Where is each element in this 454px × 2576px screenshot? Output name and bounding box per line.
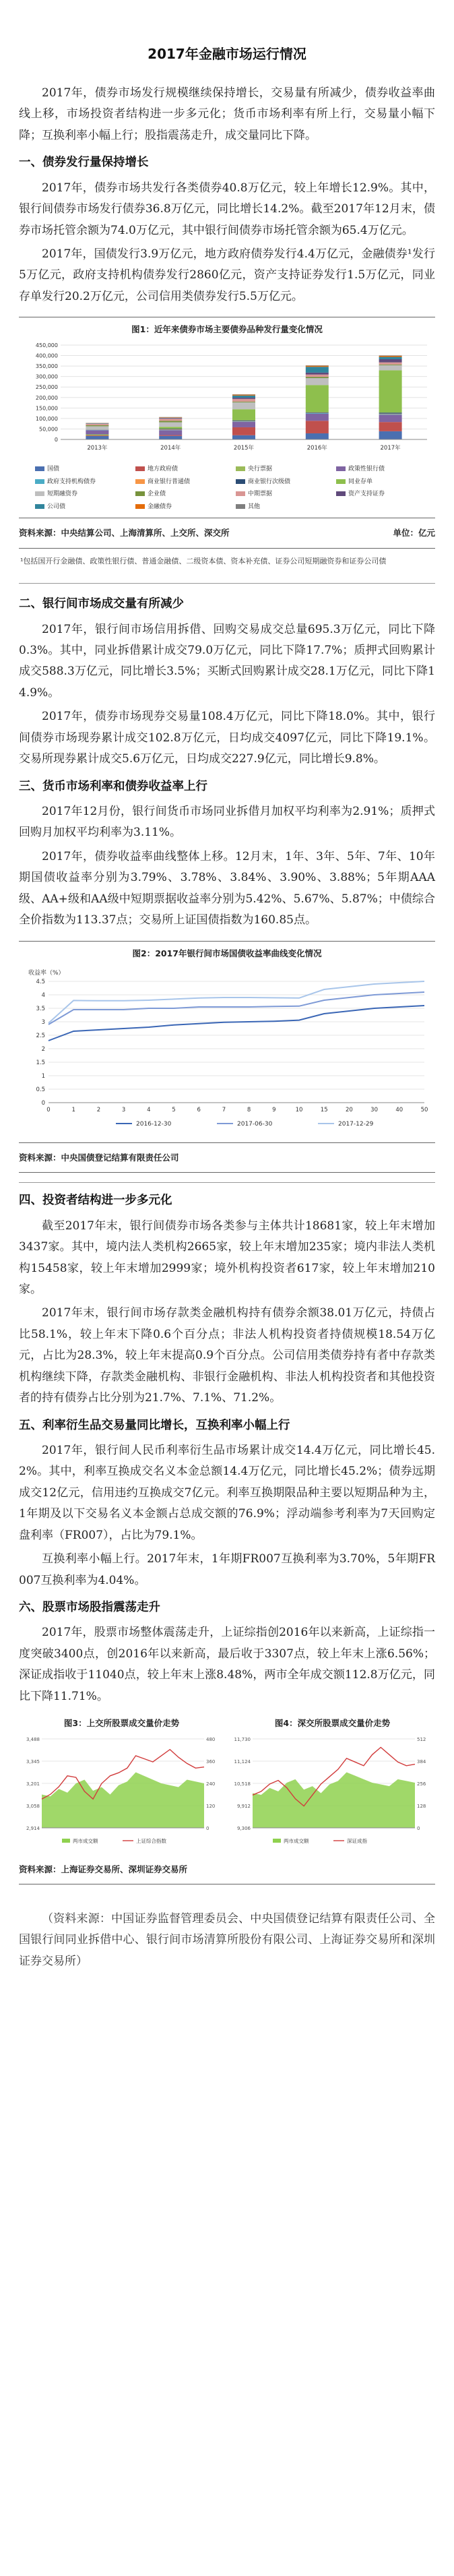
legend-label: 政策性银行债 [348, 465, 385, 472]
bar-segment [379, 423, 402, 432]
legend-item [35, 489, 131, 500]
bar-segment [379, 363, 402, 365]
y-tick-label: 3,058 [26, 1804, 40, 1810]
bar-segment [232, 427, 255, 435]
y-tick-label: 4 [41, 991, 45, 999]
x-tick-label: 9 [272, 1106, 276, 1113]
bar-segment [159, 430, 182, 431]
legend-label: 其他 [248, 503, 261, 510]
paragraph: 2017年，银行间市场信用拆借、回购交易成交总量695.3万亿元，同比下降0.3%。其中，同业拆借累计成交79.0万亿元，同比下降17.7%；质押式回购累计成交588.3万亿元，同比增长3.5%；买断式回购累计成交28.1万亿元，同比下降14.9%。 [19, 622, 435, 700]
y-tick-label: 3,201 [26, 1781, 40, 1787]
series-line [48, 981, 424, 1023]
paragraph: 2017年，债券市场现券交易量108.4万亿元，同比下降18.0%。其中，银行间债券市场现券累计成交102.8万亿元，日均成交4097亿元，同比下降19.1%。交易所现券累计成交5.6万亿元，日均成交227.9亿元，同比增长9.8%。 [19, 710, 435, 766]
divider [19, 1182, 435, 1183]
bar-segment [379, 413, 402, 415]
legend-swatch [273, 1839, 281, 1843]
bar-segment [86, 425, 108, 427]
bar-segment [86, 424, 108, 425]
bar-segment [379, 414, 402, 415]
legend-label: 两市成交额 [73, 1838, 98, 1845]
paragraph: 2017年末，银行间市场存款类金融机构持有债券余额38.01万亿元，持债占比58.1%，较上年末下降0.6个百分点；非法人机构投资者持债规模18.54万亿元，占比为28.3%，较上年末提高0.9个百分点。公司信用类债券持有者中存款类机构继续下降，存款类金融机构、非银行金融机构、非法人机构投资者和其他投资者的持有债券占比分别为21.7%、7.1%、71.2%。 [19, 1306, 435, 1405]
legend-swatch [135, 504, 145, 509]
x-tick-label: 3 [121, 1106, 126, 1113]
y-tick-label: 200,000 [35, 395, 58, 402]
stacked-bar-chart [19, 340, 435, 454]
y2-tick-label: 384 [417, 1759, 426, 1765]
bar-segment [306, 421, 329, 434]
figure-3-4 [19, 1715, 435, 1856]
x-tick-label: 10 [295, 1106, 303, 1113]
closing-source-note: （资料来源：中国证券监督管理委员会、中央国债登记结算有限责任公司、全国银行间同业拆借中心、银行间市场清算所股份有限公司、上海证券交易所和深圳证券交易所） [19, 1911, 435, 1968]
legend-label: 国债 [47, 465, 60, 472]
legend-swatch [135, 466, 145, 471]
legend-item [135, 489, 232, 500]
source-text: 资料来源：中央结算公司、上海清算所、上交所、深交所 [19, 528, 230, 539]
y2-tick-label: 240 [206, 1781, 216, 1787]
figure-source [19, 1147, 435, 1173]
figure-2 [19, 941, 435, 1144]
x-tick-label: 50 [420, 1106, 428, 1113]
bar-segment [306, 367, 329, 373]
legend-label: 中期票据 [248, 491, 273, 498]
bar-segment [306, 414, 329, 421]
y-tick-label: 2.5 [36, 1032, 45, 1039]
x-tick-label: 2015年 [233, 445, 255, 452]
y-tick-label: 150,000 [35, 405, 58, 412]
legend-item [336, 477, 432, 488]
section-heading-interbank: 二、银行间市场成交量有所减少 [19, 597, 184, 611]
x-tick-label: 8 [247, 1106, 251, 1113]
bar-segment [379, 415, 402, 423]
x-tick-label: 2 [96, 1106, 101, 1113]
bar-segment [232, 422, 255, 423]
bar-segment [159, 431, 182, 435]
legend-swatch [35, 491, 44, 496]
legend-label: 两市成交额 [284, 1838, 309, 1845]
paragraph: 2017年，银行间人民币利率衍生品市场累计成交14.4万亿元，同比增长45.2%。其中，利率互换成交名义本金总额14.4万亿元，同比增长45.2%；债券远期成交12亿元，信用违约互换成交7亿元。利率互换期限品种主要以短期品种为主，1年期及以下交易名义本金额占总成交额的76.9%；浮动端参考利率为7天回购定盘利率（FR007），占比为79.1%。 [19, 1443, 435, 1542]
bar-segment [232, 402, 255, 409]
y-tick-label: 100,000 [35, 416, 58, 423]
legend-swatch [236, 504, 245, 509]
legend-swatch [236, 479, 245, 484]
bar-segment [159, 421, 182, 423]
page-title: 2017年金融市场运行情况 [148, 46, 306, 62]
paragraph: 2017年，债券市场共发行各类债券40.8万亿元，较上年增长12.9%。其中，银行间债券市场发行债券36.8万亿元，同比增长14.2%。截至2017年12月末，债券市场托管余额为74.0万亿元，其中银行间债券市场托管余额为65.4万亿元。 [19, 181, 435, 237]
x-tick-label: 1 [71, 1106, 75, 1113]
legend-swatch [62, 1839, 70, 1843]
figure-3 [19, 1715, 224, 1856]
bar-segment [306, 375, 329, 377]
yield-curve-chart [19, 964, 435, 1132]
bar-segment [306, 378, 329, 385]
legend-swatch [35, 479, 44, 484]
x-tick-label: 2014年 [160, 445, 181, 452]
bar-segment [379, 371, 402, 413]
bar-segment [306, 433, 329, 439]
legend-label: 央行票据 [248, 465, 273, 472]
y-tick-label: 2,914 [26, 1826, 40, 1832]
y-tick-label: 50,000 [39, 426, 58, 433]
section-heading-rates: 三、货币市场利率和债券收益率上行 [19, 779, 207, 793]
y-tick-label: 450,000 [35, 342, 58, 349]
bar-segment [86, 436, 108, 439]
section-heading-investors: 四、投资者结构进一步多元化 [19, 1194, 172, 1208]
legend-swatch [35, 504, 44, 509]
y2-tick-label: 512 [417, 1737, 426, 1743]
legend-item [135, 501, 232, 513]
x-tick-label: 7 [222, 1106, 226, 1113]
footnote: ¹包括国开行金融债、政策性银行债、普通金融债、二级资本债、资本补充债、证券公司短期融资券和证券公司债 [19, 549, 435, 584]
bar-segment [379, 365, 402, 370]
bar-segment [86, 423, 108, 424]
bar-segment [86, 431, 108, 435]
legend-label: 资产支持证券 [348, 491, 385, 498]
y-tick-label: 2 [41, 1045, 45, 1053]
legend-item [135, 477, 232, 488]
bar-segment [379, 356, 402, 357]
bar-segment [159, 418, 182, 419]
y2-tick-label: 0 [206, 1826, 209, 1832]
bar-segment [232, 435, 255, 439]
y2-tick-label: 120 [206, 1804, 216, 1810]
x-tick-label: 15 [320, 1106, 328, 1113]
y2-tick-label: 480 [206, 1737, 216, 1743]
paragraph: 互换利率小幅上行。2017年末，1年期FR007互换利率为3.70%，5年期FR007互换利率为4.04%。 [19, 1552, 435, 1587]
paragraph: 2017年12月份，银行间货币市场同业拆借月加权平均利率为2.91%；质押式回购月加权平均利率为3.11%。 [19, 804, 435, 840]
y-axis-label: 收益率（%） [28, 969, 65, 977]
figure-1 [19, 317, 435, 518]
figure-source [19, 1859, 435, 1884]
bar-segment [86, 435, 108, 436]
bar-segment [232, 396, 255, 398]
szse-volume-price-chart [230, 1734, 435, 1848]
x-tick-label: 40 [395, 1106, 403, 1113]
y-tick-label: 4.5 [36, 978, 45, 985]
y-tick-label: 0.5 [36, 1086, 45, 1093]
x-tick-label: 0 [46, 1106, 51, 1113]
y-tick-label: 3.5 [36, 1005, 45, 1012]
bar-segment [232, 399, 255, 402]
bar-segment [159, 419, 182, 421]
bar-segment [86, 427, 108, 430]
legend-label: 2017-06-30 [237, 1120, 273, 1128]
legend-swatch [236, 466, 245, 471]
x-tick-label: 5 [172, 1106, 176, 1113]
x-tick-label: 2013年 [87, 445, 108, 452]
bar-segment [379, 357, 402, 359]
legend-label: 同业存单 [348, 478, 373, 485]
legend-label: 地方政府债 [148, 465, 179, 472]
bar-segment [232, 410, 255, 421]
figure-title: 图1：近年来债券市场主要债券品种发行量变化情况 [131, 324, 323, 335]
y-tick-label: 9,912 [236, 1804, 251, 1810]
y2-tick-label: 0 [417, 1826, 420, 1832]
bar-segment [306, 413, 329, 414]
bar-segment [306, 366, 329, 367]
figure-title: 图2：2017年银行间市场国债收益率曲线变化情况 [132, 948, 322, 958]
legend-item [336, 464, 432, 475]
y-tick-label: 0 [41, 1099, 45, 1107]
legend-item [236, 501, 332, 513]
y-tick-label: 11,124 [234, 1759, 251, 1765]
bar-segment [306, 373, 329, 375]
y2-tick-label: 128 [417, 1804, 426, 1810]
paragraph: 2017年，股票市场整体震荡走升，上证综指创2016年以来新高，上证综指一度突破3400点，创2016年以来新高，最后收于3307点，较上年末上涨6.56%；深证成指收于11040点，较上年末上涨8.48%，两市全年成交额112.8万亿元，同比下降11.71%。 [19, 1626, 435, 1703]
y2-tick-label: 256 [417, 1781, 426, 1787]
legend-label: 上证综合指数 [136, 1838, 166, 1845]
section-heading-stocks: 六、股票市场股指震荡走升 [19, 1601, 160, 1615]
legend-swatch [135, 491, 145, 496]
bar-segment [379, 356, 402, 357]
legend-label: 短期融资券 [47, 491, 78, 498]
y-tick-label: 11,730 [234, 1737, 251, 1743]
bar-segment [232, 394, 255, 395]
x-tick-label: 2017年 [380, 445, 401, 452]
legend-label: 公司债 [47, 503, 66, 510]
section-heading-bond-issuance: 一、债券发行量保持增长 [19, 156, 149, 170]
bar-segment [159, 423, 182, 427]
y-tick-label: 400,000 [35, 352, 58, 359]
figure-title: 图4：深交所股票成交量价走势 [274, 1718, 391, 1729]
y-tick-label: 0 [54, 437, 58, 443]
volume-area [42, 1773, 204, 1829]
bar-segment [86, 436, 108, 437]
paragraph: 截至2017年末，银行间债券市场各类参与主体共计18681家，较上年末增加3437家。其中，境内法人类机构2665家，较上年末增加235家；境内非法人类机构15458家，较上年末增加2999家；境外机构投资者617家，较上年末增加210家。 [19, 1219, 435, 1296]
sse-volume-price-chart [19, 1734, 224, 1848]
legend-swatch [336, 491, 346, 496]
legend-item [236, 464, 332, 475]
legend-swatch [336, 466, 346, 471]
y-tick-label: 300,000 [35, 374, 58, 381]
bar-segment [232, 422, 255, 427]
legend-label: 深证成指 [347, 1838, 367, 1845]
bar-segment [379, 431, 402, 439]
bar-segment [306, 412, 329, 413]
y-tick-label: 3 [41, 1018, 45, 1026]
y-tick-label: 10,518 [234, 1781, 251, 1787]
figure-4 [230, 1715, 435, 1856]
legend-label: 企业债 [148, 491, 166, 498]
x-tick-label: 4 [147, 1106, 151, 1113]
legend-swatch [35, 466, 44, 471]
bar-segment [379, 359, 402, 363]
legend-swatch [336, 479, 346, 484]
section-heading-derivatives: 五、利率衍生品交易量同比增长，互换利率小幅上行 [19, 1418, 290, 1432]
legend-label: 金融债券 [148, 503, 172, 510]
legend-label: 政府支持机构债券 [47, 478, 96, 485]
legend-item [35, 464, 131, 475]
y-tick-label: 3,488 [26, 1737, 40, 1743]
bar-segment [159, 427, 182, 429]
x-tick-label: 30 [370, 1106, 379, 1113]
bar-segment [232, 398, 255, 399]
legend-swatch [236, 491, 245, 496]
paragraph: 2017年，国债发行3.9万亿元，地方政府债券发行4.4万亿元，金融债券¹发行5万亿元，政府支持机构债券发行2860亿元，资产支持证券发行1.5万亿元，同业存单发行20.2万亿元，公司信用类债券发行5.5万亿元。 [19, 247, 435, 303]
legend-item [35, 477, 131, 488]
legend-label: 商业银行普通债 [148, 478, 191, 485]
chart-legend [19, 462, 435, 516]
y-tick-label: 1.5 [36, 1059, 45, 1066]
y-tick-label: 3,345 [26, 1759, 40, 1765]
legend-item [236, 477, 332, 488]
legend-item [236, 489, 332, 500]
intro-paragraph: 2017年，债券市场发行规模继续保持增长，交易量有所减少，债券收益率曲线上移，市场投资者结构进一步多元化；货币市场利率有所上行，交易量小幅下降；互换利率小幅上行；股指震荡走升，成交量同比下降。 [19, 86, 435, 142]
bar-segment [306, 377, 329, 379]
bar-segment [159, 436, 182, 439]
y2-tick-label: 360 [206, 1759, 216, 1765]
source-text: 资料来源：上海证券交易所、深圳证券交易所 [19, 1864, 188, 1874]
legend-label: 2017-12-29 [338, 1120, 374, 1128]
legend-label: 商业银行次级债 [248, 478, 291, 485]
source-text: 资料来源：中央国债登记结算有限责任公司 [19, 1153, 179, 1163]
figure-title: 图3：上交所股票成交量价走势 [63, 1718, 180, 1729]
legend-item [35, 501, 131, 513]
y-tick-label: 350,000 [35, 363, 58, 370]
bar-segment [232, 395, 255, 396]
legend-label: 2016-12-30 [136, 1120, 172, 1128]
legend-item [135, 464, 232, 475]
legend-swatch [135, 479, 145, 484]
bar-segment [306, 365, 329, 366]
y-tick-label: 9,306 [236, 1826, 251, 1832]
x-tick-label: 6 [197, 1106, 201, 1113]
y-tick-label: 1 [41, 1072, 45, 1080]
x-tick-label: 20 [345, 1106, 353, 1113]
bar-segment [306, 386, 329, 412]
x-tick-label: 2016年 [306, 445, 327, 452]
figure-source [19, 522, 435, 548]
bar-segment [159, 429, 182, 430]
bar-segment [159, 435, 182, 436]
legend-item [336, 489, 432, 500]
unit-text: 单位：亿元 [393, 528, 435, 539]
paragraph: 2017年，债券收益率曲线整体上移。12月末，1年、3年、5年、7年、10年期国债收益率分别为3.79%、3.78%、3.84%、3.90%、3.88%；5年期AAA级、AA+级和AA级中短期票据收益率分别为5.42%、5.67%、5.87%；中债综合全价指数为113.37点；交易所上证国债指数为160.85点。 [19, 849, 435, 927]
y-tick-label: 250,000 [35, 384, 58, 391]
